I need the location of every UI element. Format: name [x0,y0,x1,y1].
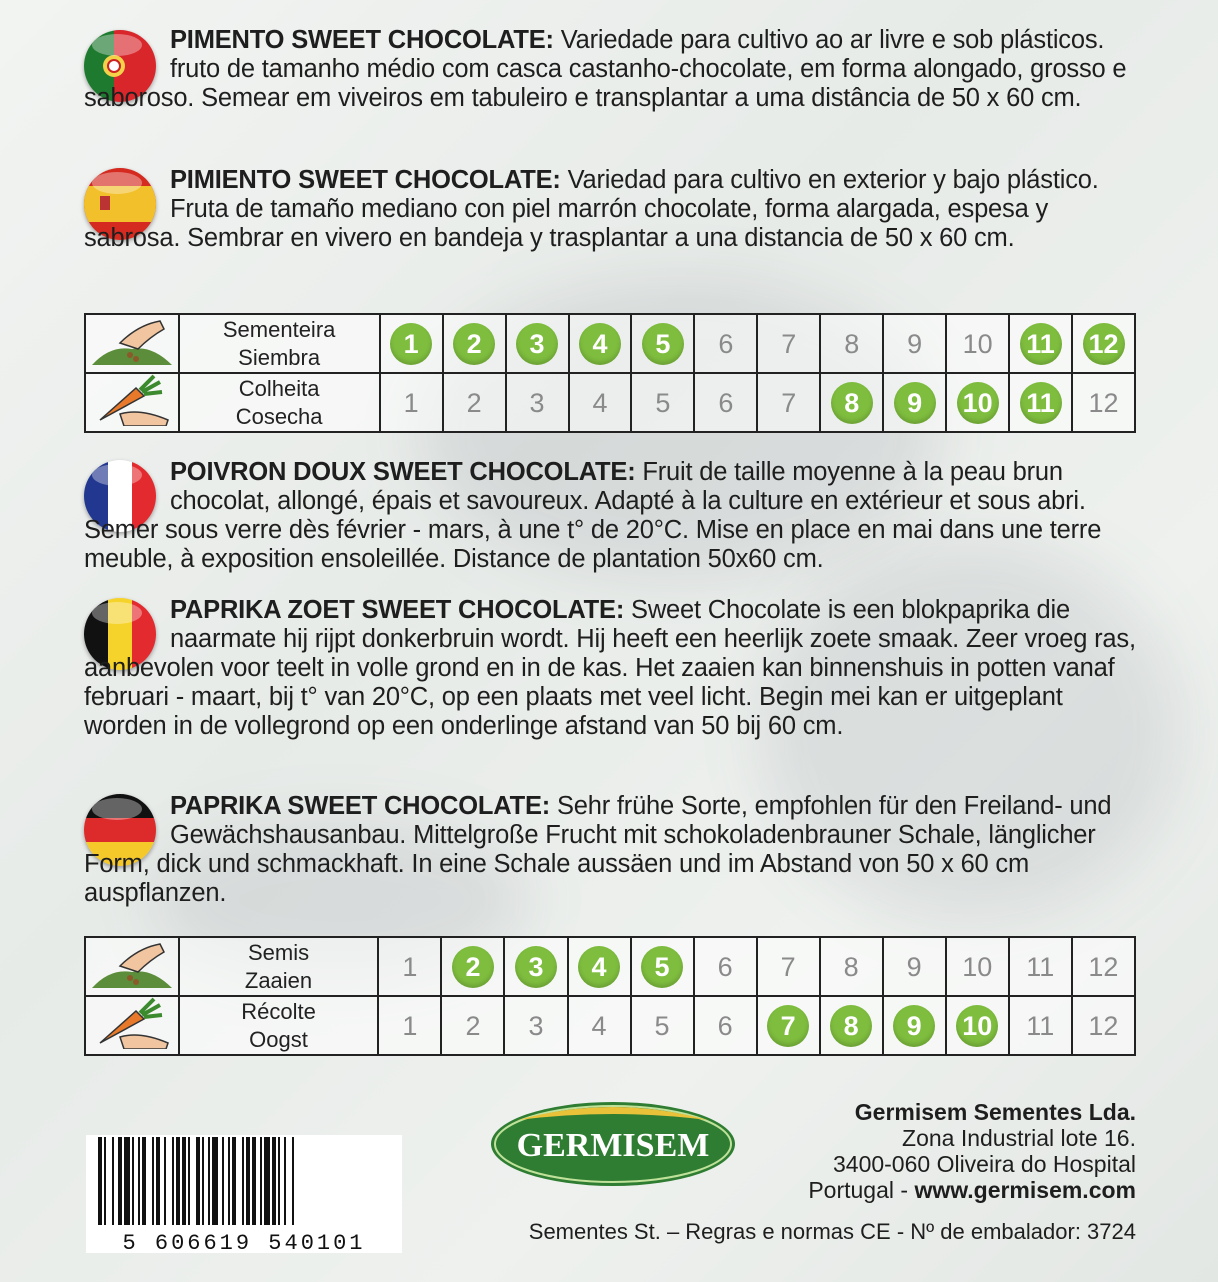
calendar-table-1 [84,313,1136,433]
month-cell [378,996,441,1055]
month-cell [380,314,443,373]
month-number: 4 [591,1010,607,1041]
barcode-bar [284,1137,286,1225]
address-line-2: 3400-060 Oliveira do Hospital [832,1151,1136,1177]
active-month-badge: 3 [515,946,557,988]
month-number: 7 [781,387,797,418]
active-month-badge: 9 [893,1005,935,1047]
month-cell [568,996,631,1055]
month-number: 2 [465,1010,481,1041]
month-cell [883,996,946,1055]
heading-fr: POIVRON DOUX SWEET CHOCOLATE: [170,458,636,486]
website-link[interactable]: www.germisem.com [914,1177,1136,1203]
month-cell [883,937,946,996]
barcode-bar [228,1137,230,1225]
month-cell [1009,373,1072,432]
text-pt: Variedade para cultivo ao ar livre e sob plásticos. fruto de tamanho médio com casca castanho-chocolate, em forma alongado, grosso e saboroso. Semear em viveiros em tabuleiro e transplantar a uma distância de 50 x 60 cm. [84,26,1127,112]
germisem-logo [488,1098,738,1188]
month-cell [441,996,504,1055]
month-cell [820,937,883,996]
sow-label-1: Semis [247,939,310,965]
barcode-bar [138,1137,140,1225]
barcode-bar [208,1137,210,1225]
barcode-bar [260,1137,262,1225]
month-cell [504,937,567,996]
barcode-bar [272,1137,276,1225]
active-month-badge: 5 [642,323,684,365]
month-cell [631,373,694,432]
carrot-harvest-icon [85,996,179,1055]
month-cell [1072,373,1135,432]
logo-text: GERMISEM [516,1127,710,1164]
month-number: 9 [907,328,923,359]
month-cell [568,937,631,996]
barcode-bar [222,1137,224,1225]
text-de: Sehr frühe Sorte, empfohlen für den Freiland- und Gewächshausanbau. Mittelgroße Frucht mit schokoladenbrauner Schale, länglicher Form, dick und schmackhaft. In eine Schale aussäen und im Abstand von 50 x 60 cm auspflanzen. [84,792,1112,907]
active-month-badge: 4 [579,323,621,365]
company-name: Germisem Sementes Lda. [854,1099,1136,1125]
barcode-bar [132,1137,134,1225]
month-number: 3 [528,1010,544,1041]
month-cell [820,996,883,1055]
sowing-row [85,937,1135,996]
barcode-bar [264,1137,270,1225]
barcode-bar [176,1137,180,1225]
barcode-bar [118,1137,122,1225]
active-month-badge: 1 [390,323,432,365]
month-number: 9 [906,951,922,982]
sow-label-2: Zaaien [244,967,313,993]
calendar-table-2 [84,936,1136,1056]
month-number: 8 [844,328,860,359]
harvest-label-1: Récolte [241,998,316,1024]
month-cell [694,373,757,432]
harvest-label-2: Oogst [249,1026,308,1052]
harvest-row [85,996,1135,1055]
month-cell [946,373,1009,432]
month-number: 1 [403,387,419,418]
month-cell [757,937,820,996]
month-number: 6 [717,951,733,982]
barcode-bar [124,1137,130,1225]
month-number: 7 [780,951,796,982]
address-line-1: Zona Industrial lote 16. [902,1125,1136,1151]
barcode-bar [202,1137,204,1225]
month-cell [506,373,569,432]
month-cell [946,996,1009,1055]
barcode-bar [156,1137,160,1225]
month-cell [1072,314,1135,373]
barcode [86,1135,402,1253]
barcode-bar [292,1137,294,1225]
month-cell [883,314,946,373]
barcode-number: 5 606619 540101 [122,1231,366,1253]
month-cell [1009,996,1072,1055]
month-cell [504,996,567,1055]
month-cell [443,373,506,432]
regulations-text: Sementes St. – Regras e normas CE - Nº de embalador: 3724 [528,1219,1136,1244]
month-number: 5 [654,1010,670,1041]
barcode-bar [242,1137,244,1225]
sow-label-2: Siembra [238,344,321,370]
month-cell [1072,996,1135,1055]
month-cell [1009,937,1072,996]
month-cell [820,373,883,432]
month-cell [820,314,883,373]
harvest-row [85,373,1135,432]
month-cell [443,314,506,373]
month-cell [946,314,1009,373]
sowing-hand-icon [85,937,179,996]
active-month-badge: 11 [1020,323,1062,365]
month-number: 1 [402,951,418,982]
barcode-bar [232,1137,236,1225]
month-cell [441,937,504,996]
barcode-bar [246,1137,250,1225]
barcode-bar [98,1137,102,1225]
active-month-badge: 2 [453,323,495,365]
heading-pt: PIMENTO SWEET CHOCOLATE: [170,26,554,54]
month-cell [1072,937,1135,996]
month-number: 10 [962,951,993,982]
active-month-badge: 2 [452,946,494,988]
month-number: 6 [718,387,734,418]
barcode-bar [278,1137,280,1225]
active-month-badge: 12 [1083,323,1125,365]
barcode-bar [142,1137,146,1225]
month-number: 10 [962,328,993,359]
sowing-hand-icon [85,314,179,373]
month-cell [631,314,694,373]
month-cell [631,996,694,1055]
active-month-badge: 3 [516,323,558,365]
month-cell [757,314,820,373]
month-cell [380,373,443,432]
month-number: 1 [402,1010,418,1041]
month-number: 12 [1088,387,1119,418]
month-cell [946,937,1009,996]
month-number: 3 [529,387,545,418]
barcode-bar [112,1137,114,1225]
carrot-harvest-icon [85,373,179,432]
month-number: 12 [1088,1010,1119,1041]
active-month-badge: 7 [767,1005,809,1047]
month-number: 11 [1026,1010,1055,1041]
month-number: 11 [1026,951,1055,982]
active-month-badge: 5 [641,946,683,988]
active-month-badge: 8 [831,382,873,424]
barcode-bar [252,1137,256,1225]
sow-label-1: Sementeira [222,316,336,342]
heading-es: PIMIENTO SWEET CHOCOLATE: [170,166,561,194]
active-month-badge: 10 [956,1005,998,1047]
month-cell [569,373,632,432]
month-number: 2 [466,387,482,418]
barcode-bar [212,1137,218,1225]
active-month-badge: 9 [894,382,936,424]
month-number: 7 [781,328,797,359]
barcode-bar [182,1137,186,1225]
barcode-bar [104,1137,106,1225]
barcode-bar [152,1137,154,1225]
month-cell [506,314,569,373]
barcode-bar [172,1137,174,1225]
month-number: 8 [843,951,859,982]
month-number: 6 [717,1010,733,1041]
active-month-badge: 11 [1020,382,1062,424]
month-number: 12 [1088,951,1119,982]
month-cell [883,373,946,432]
barcode-bar [188,1137,190,1225]
month-cell [631,937,694,996]
text-fr: Fruit de taille moyenne à la peau brun chocolat, allongé, épais et savoureux. Adapté à la culture en extérieur et sous abri. Semer sous verre dès février - mars, à une t° de 20°C. Mise en place en mai dans une terre meuble, à exposition ensoleillée. Distance de plantation 50x60 cm. [84,458,1102,573]
month-cell [378,937,441,996]
harvest-label-1: Colheita [238,375,320,401]
month-cell [1009,314,1072,373]
heading-de: PAPRIKA SWEET CHOCOLATE: [170,792,551,820]
active-month-badge: 8 [830,1005,872,1047]
month-cell [757,373,820,432]
text-es: Variedad para cultivo en exterior y bajo plástico. Fruta de tamaño mediano con piel marrón chocolate, forma alargada, espesa y sabrosa. Sembrar en vivero en bandeja y trasplantar a una distancia de 50 x 60 cm. [84,166,1099,252]
barcode-bar [196,1137,200,1225]
address-country: Portugal - [808,1177,915,1203]
heading-be: PAPRIKA ZOET SWEET CHOCOLATE: [170,596,625,624]
active-month-badge: 4 [578,946,620,988]
text-be: Sweet Chocolate is een blokpaprika die naarmate hij rijpt donkerbruin wordt. Hij heeft een heerlijk zoete smaak. Zeer vroeg ras, aanbevolen voor teelt in volle grond en in de kas. Het zaaien kan binnenshuis in potten vanaf februari - maart, bij t° van 20°C, op een plaats met veel licht. Begin mei kan er uitgeplant worden in de vollegrond op een onderlinge afstand van 50 bij 60 cm. [84,596,1136,740]
sowing-row [85,314,1135,373]
month-cell [569,314,632,373]
month-cell [694,996,757,1055]
active-month-badge: 10 [957,382,999,424]
month-number: 4 [592,387,608,418]
company-address [808,1099,1136,1203]
harvest-label-2: Cosecha [235,403,323,429]
month-cell [757,996,820,1055]
month-number: 6 [718,328,734,359]
month-cell [694,937,757,996]
month-cell [694,314,757,373]
barcode-bar [164,1137,166,1225]
month-number: 5 [655,387,671,418]
